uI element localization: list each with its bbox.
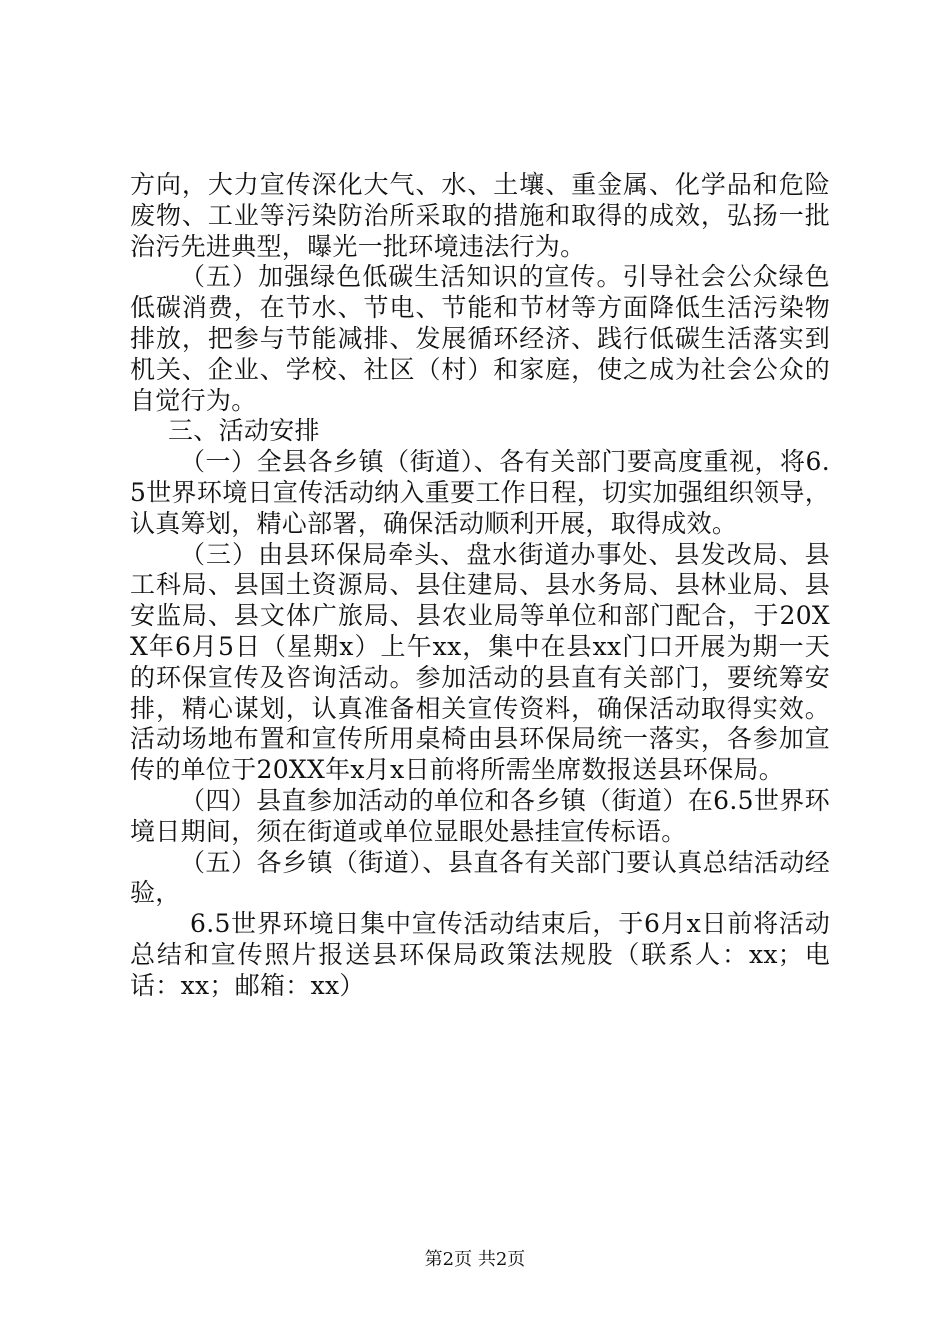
paragraph-submission-notice: 6.5世界环境日集中宣传活动结束后，于6月x日前将活动总结和宣传照片报送县环保局政策法规股（联系人：xx；电话：xx；邮箱：xx） [130, 909, 830, 1000]
section-heading-activity-arrangement: 三、活动安排 [168, 416, 320, 446]
paragraph-arrangement-4: （四）县直参加活动的单位和各乡镇（街道）在6.5世界环境日期间，须在街道或单位显眼处悬挂宣传标语。 [130, 785, 830, 846]
paragraph-arrangement-5: （五）各乡镇（街道）、县直各有关部门要认真总结活动经验， [130, 847, 830, 908]
paragraph-item-5-green-lowcarbon: （五）加强绿色低碳生活知识的宣传。引导社会公众绿色低碳消费，在节水、节电、节能和节材等方面降低生活污染物排放，把参与节能减排、发展循环经济、践行低碳生活落实到机关、企业、学校、社区（村）和家庭，使之成为社会公众的自觉行为。 [130, 262, 830, 415]
paragraph-arrangement-3: （三）由县环保局牵头、盘水街道办事处、县发改局、县工科局、县国土资源局、县住建局、县水务局、县林业局、县安监局、县文体广旅局、县农业局等单位和部门配合，于20XX年6月5日（星期x）上午xx，集中在县xx门口开展为期一天的环保宣传及咨询活动。参加活动的县直有关部门，要统筹安排，精心谋划，认真准备相关宣传资料，确保活动取得实效。活动场地布置和宣传所用桌椅由县环保局统一落实，各参加宣传的单位于20XX年x月x日前将所需坐席数报送县环保局。 [130, 539, 830, 785]
document-body [130, 170, 830, 1002]
page-number-footer: 第2页 共2页 [424, 1249, 526, 1270]
paragraph-continuation: 方向，大力宣传深化大气、水、土壤、重金属、化学品和危险废物、工业等污染防治所采取的措施和取得的成效，弘扬一批治污先进典型，曝光一批环境违法行为。 [130, 170, 830, 261]
paragraph-arrangement-1: （一）全县各乡镇（街道）、各有关部门要高度重视，将6.5世界环境日宣传活动纳入重要工作日程，切实加强组织领导，认真筹划，精心部署，确保活动顺利开展，取得成效。 [130, 447, 830, 538]
